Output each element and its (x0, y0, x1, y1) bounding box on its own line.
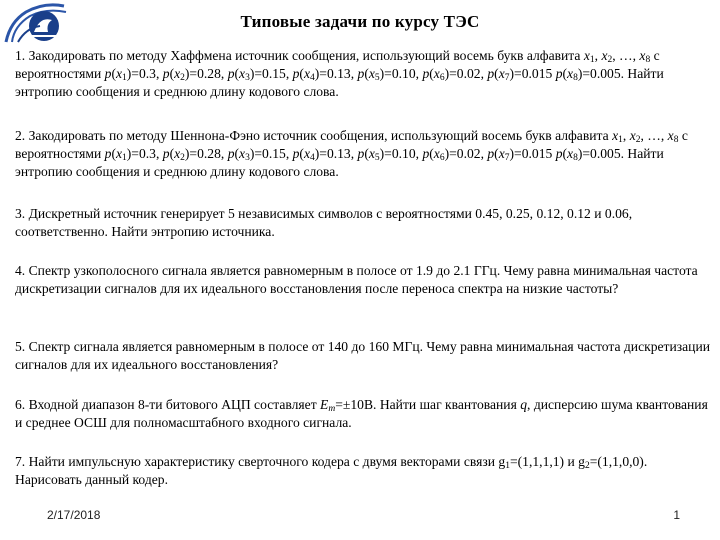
task-text: , дисперсию шума квантования и среднее ОСШ для полномасштабного входного сигнала. (15, 397, 708, 430)
prob-value: 0.10 (391, 66, 416, 81)
task-number: 1. (15, 48, 26, 63)
prob-value: 0.02 (456, 66, 481, 81)
task-text: и (567, 454, 575, 469)
task-number: 3. (15, 206, 26, 221)
task-4 (15, 262, 710, 298)
task-6 (15, 396, 710, 432)
task-number: 2. (15, 128, 26, 143)
prob-value: 0.3 (138, 66, 156, 81)
task-text: Входной диапазон 8-ти битового АЦП составляет (28, 397, 317, 412)
prob-value: 0.15 (262, 66, 286, 81)
page-title: Типовые задачи по курсу ТЭС (240, 12, 480, 31)
prob-value: 0.015 (521, 66, 553, 81)
formula-value: =±10В. (335, 397, 377, 412)
task-number: 7. (15, 454, 26, 469)
prob-value: 0.10 (391, 146, 416, 161)
task-text: Закодировать по методу Хаффмена источник сообщения, использующий восемь букв алфавита (28, 48, 581, 63)
prob-value: 0.13 (326, 66, 351, 81)
formula-var: q (520, 397, 528, 412)
task-text: Найти импульсную характеристику сверточного кодера с двумя векторами связи (28, 454, 496, 469)
vector-value: =(1,1,1,1) (509, 454, 565, 469)
task-text: Нарисовать данный кодер. (15, 472, 168, 487)
task-number: 5. (15, 339, 26, 354)
prob-value: 0.02 (456, 146, 481, 161)
task-3 (15, 205, 710, 241)
prob-value: 0.015 (521, 146, 553, 161)
task-text: Дискретный источник генерирует 5 независимых символов с вероятностями 0.45, 0.25, 0.12, 0.12 и 0.06, соответственно. Найти энтропию источника. (15, 206, 633, 239)
prob-value: 0.28 (197, 66, 221, 81)
prob-value: 0.15 (262, 146, 286, 161)
task-text: Найти шаг квантования (379, 397, 517, 412)
task-text: Найти энтропию сообщения и среднюю длину кодового слова. (15, 66, 664, 99)
task-5 (15, 338, 710, 374)
task-1: 1. Закодировать по методу Хаффмена источник сообщения, использующий восемь букв алфавита $x_1$, $x_2$, …, $x_8$ с вероятностями $p(x_1)=0.3$, $p(x_2)=0.28$, $p(x_3)=0.15$, $p(x_4)=0.13$, $p(x_5)=0.10$, $p(x_6)=0.02$, $p(x_7)=0.015$ $p(x_8)=0.005$. Найти энтропию сообщения и среднюю длину кодового слова. (15, 48, 664, 99)
task-number: 6. (15, 397, 26, 412)
task-number: 4. (15, 263, 26, 278)
formula-var: E (320, 397, 329, 412)
task-text: Спектр сигнала является равномерным в полосе от 140 до 160 МГц. Чему равна минимальная частота дискретизации сигналов для их идеального восстановления? (15, 339, 710, 372)
footer-date: 2/17/2018 (47, 508, 101, 522)
task-2: 2. Закодировать по методу Шеннона-Фэно источник сообщения, использующий восемь букв алфавита $x_1$, $x_2$, …, $x_8$ с вероятностями $p(x_1)=0.3$, $p(x_2)=0.28$, $p(x_3)=0.15$, $p(x_4)=0.13$, $p(x_5)=0.10$, $p(x_6)=0.02$, $p(x_7)=0.015$ $p(x_8)=0.005$. Найти энтропию сообщения и среднюю длину кодового слова. (15, 128, 688, 179)
task-text: Найти энтропию сообщения и среднюю длину кодового слова. (15, 146, 664, 179)
formula-sub: m (328, 404, 336, 414)
vector-value: =(1,1,0,0). (589, 454, 648, 469)
prob-value: 0.3 (138, 146, 156, 161)
prob-value: 0.28 (197, 146, 221, 161)
task-7: 7. Найти импульсную характеристику сверточного кодера с двумя векторами связи $g_1=(1,1,1,1)$ и $g_2=(1,1,0,0)$. Нарисовать данный кодер. (15, 454, 648, 487)
prob-value: 0.13 (326, 146, 351, 161)
page-number: 1 (673, 508, 680, 522)
task-text: Закодировать по методу Шеннона-Фэно источник сообщения, использующий восемь букв алфавита (28, 128, 609, 143)
prob-value: 0.005 (590, 146, 621, 161)
prob-value: 0.005 (590, 66, 621, 81)
task-text: Спектр узкополосного сигнала является равномерным в полосе от 1.9 до 2.1 ГГц. Чему равна минимальная частота дискретизации сигналов для их идеального восстановления после переноса спектра на низкие частоты? (15, 263, 698, 296)
